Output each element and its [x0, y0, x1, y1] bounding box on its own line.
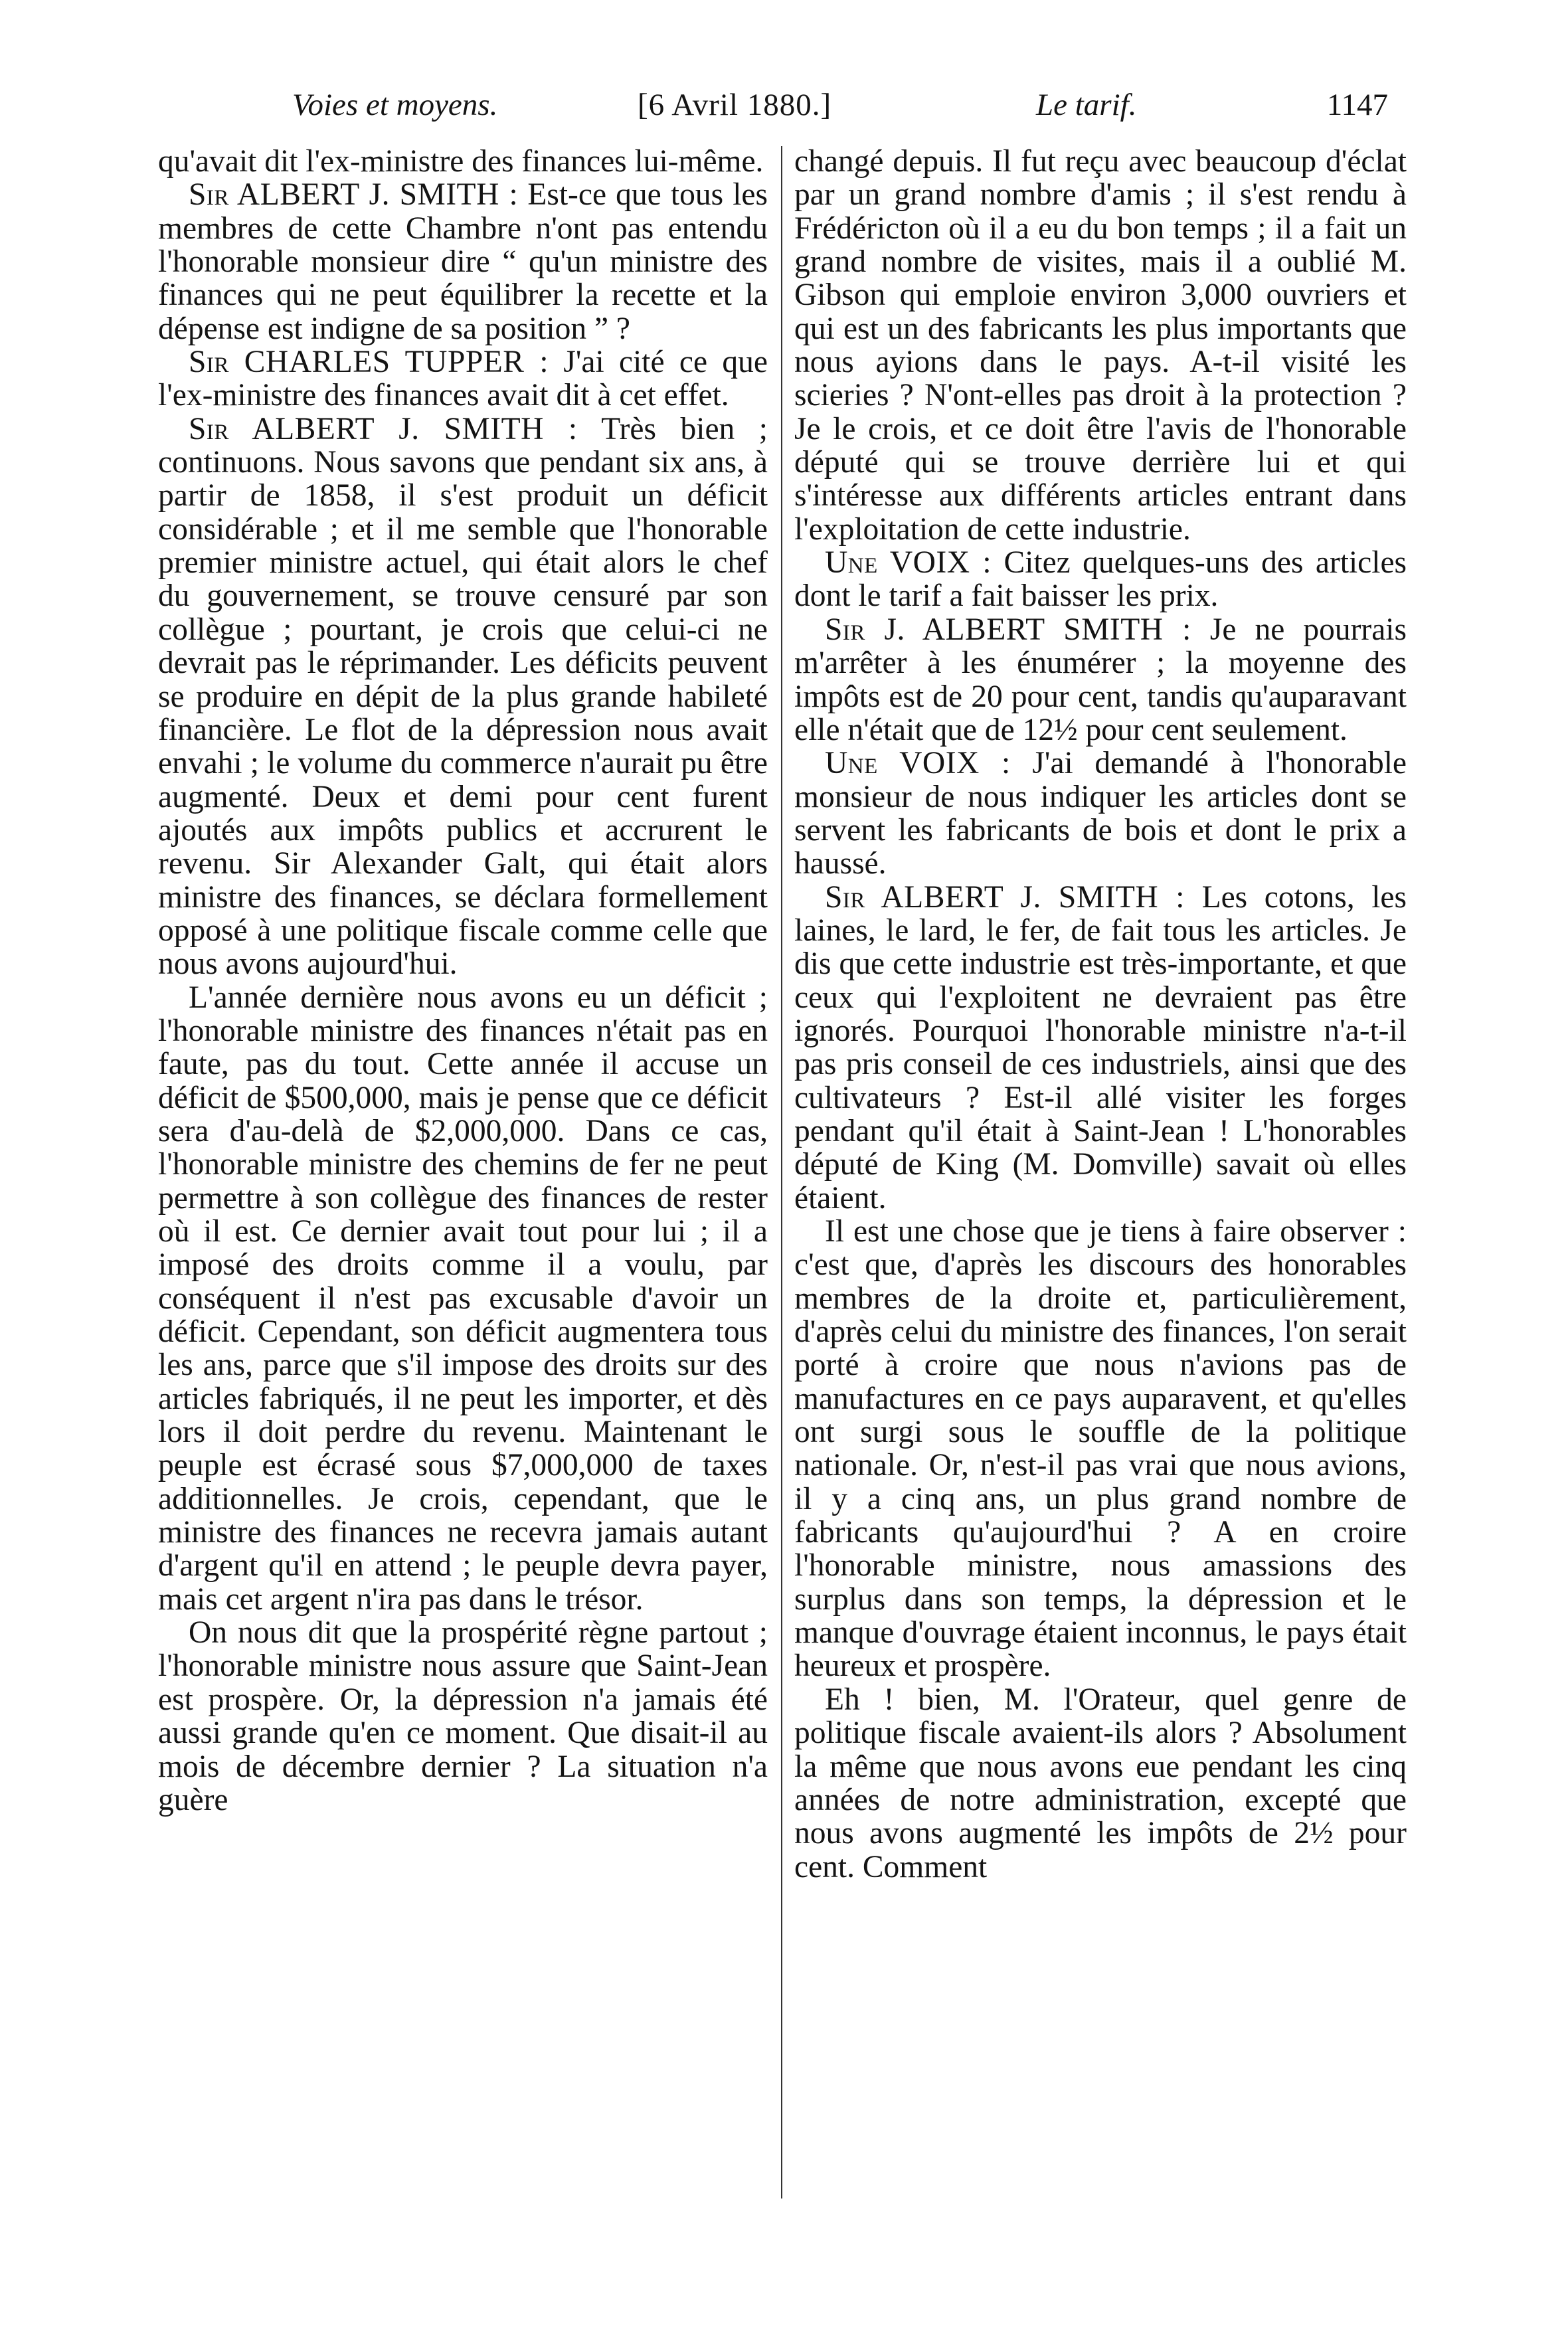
paragraph [794, 881, 1407, 1215]
paragraph [794, 747, 1407, 880]
header-date: [6 Avril 1880.] [638, 88, 832, 122]
paragraph [158, 345, 768, 412]
speaker-label: Sir ALBERT J. SMITH : [189, 411, 578, 446]
paragraph-text: Les cotons, les laines, le lard, le fer, de fait tous les articles. Je dis que cette industrie est très-importante, et que ceux qui l'exploitent ne devraient pas être ignorés. Pourquoi l'honorable ministre n'a-t-il pas pris conseil de ces industriels, ainsi que des cultivateurs ? Est-il allé visiter les forges pendant qu'il était à Saint-Jean ! L'honorables député de King (M. Domville) savait où elles étaient. [794, 879, 1407, 1215]
left-column [158, 145, 768, 1817]
paragraph [158, 178, 768, 345]
paragraph-text: Il est une chose que je tiens à faire observer : c'est que, d'après les discours des honorables membres de la droite et, particulièrement, d'après celui du ministre des finances, l'on serait porté à croire que nous n'avions pas de manufactures en ce pays auparavent, et qu'elles ont surgi sous le souffle de la politique nationale. Or, n'est-il pas vrai que nous avions, il y a cinq ans, un plus grand nombre de fabricants qu'aujourd'hui ? A en croire l'honorable ministre, nous amassions des surplus dans son temps, la dépression et le manque d'ouvrage étaient inconnus, le pays était heureux et prospère. [794, 1214, 1407, 1684]
paragraph [794, 1215, 1407, 1683]
paragraph-text: qu'avait dit l'ex-ministre des finances lui-même. [158, 144, 764, 179]
header-subject: Le tarif. [1036, 88, 1137, 122]
page-number: 1147 [1326, 88, 1388, 122]
paragraph-text: Citez quelques-uns des articles dont le tarif a fait baisser les prix. [794, 545, 1407, 614]
paragraph-text: J'ai demandé à l'honorable monsieur de nous indiquer les articles dont se servent les fabricants de bois et dont le prix a haussé. [794, 746, 1407, 881]
speaker-label: Une VOIX : [825, 545, 992, 581]
paragraph [158, 981, 768, 1617]
paragraph [158, 412, 768, 981]
column-divider [781, 146, 782, 2198]
right-column [794, 145, 1407, 1884]
paragraph [158, 145, 768, 178]
paragraph-text: changé depuis. Il fut reçu avec beaucoup d'éclat par un grand nombre d'amis ; il s'est rendu à Frédéricton où il a eu du bon temps ; il a fait un grand nombre de visites, mais il a oublié M. Gibson qui emploie environ 3,000 ouvriers et qui est un des fabricants les plus importants que nous ayions dans le pays. A-t-il visité les scieries ? N'ont-elles pas droit à la protection ? Je le crois, et ce doit être l'avis de l'honorable député qui se trouve derrière lui et qui s'intéresse aux différents articles entrant dans l'exploitation de cette industrie. [794, 144, 1407, 547]
speaker-label: Sir J. ALBERT SMITH : [825, 612, 1191, 647]
paragraph-text: Je ne pourrais m'arrêter à les énumérer ; la moyenne des impôts est de 20 pour cent, tandis qu'auparavant elle n'était que de 12½ pour cent seulement. [794, 612, 1407, 747]
paragraph [794, 145, 1407, 546]
running-header [292, 78, 1388, 132]
paragraph-text: J'ai cité ce que l'ex-ministre des finances avait dit à cet effet. [158, 345, 768, 413]
paragraph-text: On nous dit que la prospérité règne partout ; l'honorable ministre nous assure que Saint-Jean est prospère. Or, la dépression n'a jamais été aussi grande qu'en ce moment. Que disait-il au mois de décembre dernier ? La situation n'a guère [158, 1615, 768, 1817]
speaker-label: Sir ALBERT J. SMITH : [825, 879, 1185, 915]
paragraph [158, 1616, 768, 1817]
speaker-label: Sir CHARLES TUPPER : [189, 345, 549, 380]
paragraph [794, 546, 1407, 613]
speaker-label: Sir ALBERT J. SMITH : [189, 177, 519, 213]
paragraph [794, 1683, 1407, 1884]
paragraph-text: Eh ! bien, M. l'Orateur, quel genre de politique fiscale avaient-ils alors ? Absolument la même que nous avons eue pendant les cinq années de notre administration, excepté que nous avons augmenté les impôts de 2½ pour cent. Comment [794, 1682, 1407, 1884]
paragraph-text: L'année dernière nous avons eu un déficit ; l'honorable ministre des finances n'était pas en faute, pas du tout. Cette année il accuse un déficit de $500,000, mais je pense que ce déficit sera d'au-delà de $2,000,000. Dans ce cas, l'honorable ministre des chemins de fer ne peut permettre à son collègue des finances de rester où il est. Ce dernier avait tout pour lui ; il a imposé des droits comme il a voulu, par conséquent il n'est pas excusable d'avoir un déficit. Cependant, son déficit augmentera tous les ans, parce que s'il impose des droits sur des articles fabriqués, il ne peut les importer, et dès lors il doit perdre du revenu. Maintenant le peuple est écrasé sous $7,000,000 de taxes additionnelles. Je crois, cependant, que le ministre des finances ne recevra jamais autant d'argent qu'il en attend ; le peuple devra payer, mais cet argent n'ira pas dans le trésor. [158, 980, 768, 1617]
paragraph-text: Très bien ; continuons. Nous savons que pendant six ans, à partir de 1858, il s'est produit un déficit considérable ; et il me semble que l'honorable premier ministre actuel, qui était alors le chef du gouvernement, se trouve censuré par son collègue ; pourtant, je crois que celui-ci ne devrait pas le réprimander. Les déficits peuvent se produire en dépit de la plus grande habileté financière. Le flot de la dépression nous avait envahi ; le volume du commerce n'aurait pu être augmenté. Deux et demi pour cent furent ajoutés aux impôts publics et accrurent le revenu. Sir Alexander Galt, qui était alors ministre des finances, se déclara formellement opposé à une politique fiscale comme celle que nous avons aujourd'hui. [158, 411, 768, 982]
header-section: Voies et moyens. [292, 88, 498, 122]
paragraph-text: Est-ce que tous les membres de cette Chambre n'ont pas entendu l'honorable monsieur dire “ qu'un ministre des finances qui ne peut équilibrer la recette et la dépense est indigne de sa position ” ? [158, 177, 768, 346]
speaker-label: Une VOIX : [825, 746, 1011, 781]
paragraph [794, 613, 1407, 747]
